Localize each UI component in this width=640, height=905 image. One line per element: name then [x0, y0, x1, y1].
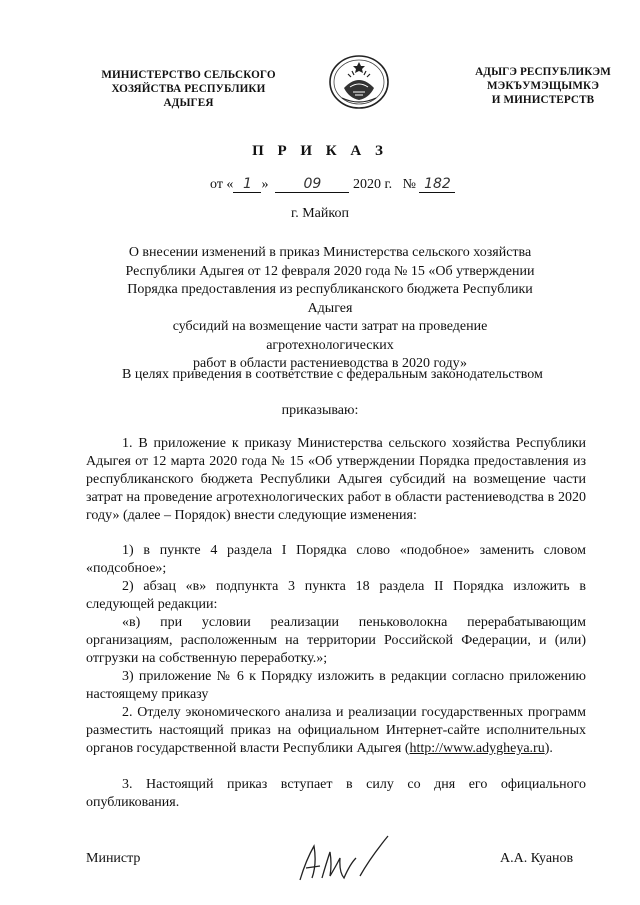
header-right-line: МЭКЪУМЭЩЫМКЭ	[486, 80, 600, 92]
signatory-role: Министр	[86, 851, 141, 866]
date-year: 2020 г.	[352, 177, 393, 192]
document-title: П Р И К А З	[252, 143, 388, 159]
city: г. Майкоп	[291, 206, 349, 221]
paragraph-1-2: 2) абзац «в» подпункта 3 пункта 18 раздела II Порядка изложить в следующей редакции:	[86, 579, 586, 612]
date-day: 1	[233, 176, 261, 193]
order-subject	[115, 244, 545, 374]
date-line	[210, 176, 455, 193]
date-month: 09	[275, 176, 349, 193]
subject-line: субсидий на возмещение части затрат на проведение агротехнологических	[172, 319, 488, 353]
website-link[interactable]: http://www.adygheya.ru	[409, 740, 545, 756]
paragraph-1-3: 3) приложение № 6 к Порядку изложить в редакции согласно приложению настоящему приказу	[86, 669, 586, 702]
signatory-name: А.А. Куанов	[500, 851, 574, 866]
header-right-line: И МИНИСТЕРСТВ	[491, 94, 595, 106]
date-prefix: от «	[210, 177, 234, 192]
paragraph-quote: «в) при условии реализации пеньковолокна перерабатывающим организациям, расположенным на территории Российской Федерации, и (или) отгрузки на собственную переработку.»;	[86, 615, 586, 666]
header-left-line: МИНИСТЕРСТВО СЕЛЬСКОГО	[101, 69, 276, 81]
subject-line: Республики Адыгея от 12 февраля 2020 года № 15 «Об утверждении	[125, 263, 535, 279]
order-number: 182	[419, 176, 455, 193]
paragraph-2-text: 2. Отделу экономического анализа и реализации государственных программ разместить настоящий приказ на официальном Интернет-сайте исполнительных органов государственной власти Республики Адыгея (	[86, 705, 586, 756]
date-mid: »	[261, 177, 269, 192]
paragraph-2	[86, 704, 586, 758]
handwritten-signature	[290, 828, 400, 888]
number-label: №	[402, 177, 416, 192]
paragraph-1-1: 1) в пункте 4 раздела I Порядка слово «подобное» заменить словом «подсобное»;	[86, 543, 586, 576]
preamble: В целях приведения в соответствие с федеральным законодательством	[122, 367, 543, 382]
subject-line: работ в области растениеводства в 2020 году»	[193, 356, 467, 371]
subject-line: Порядка предоставления из республиканского бюджета Республики Адыгея	[127, 282, 533, 316]
paragraph-3: 3. Настоящий приказ вступает в силу со дня его официального опубликования.	[86, 777, 586, 810]
ministry-name-ady	[468, 65, 618, 107]
link-suffix: ).	[544, 740, 553, 756]
header-right-line: АДЫГЭ РЕСПУБЛИКЭМ	[475, 66, 611, 78]
header-left-line: АДЫГЕЯ	[163, 97, 214, 109]
paragraph-1: 1. В приложение к приказу Министерства сельского хозяйства Республики Адыгея от 12 марта 2020 года № 15 «Об утверждении Порядка предоставления из республиканского бюджета Республики Адыгея субсидий на возмещение части затрат на проведение агротехнологических работ в области растениеводства в 2020 году» (далее – Порядок) внести следующие изменения:	[86, 436, 586, 523]
header-left-line: ХОЗЯЙСТВА РЕСПУБЛИКИ	[111, 83, 266, 95]
coat-of-arms-emblem	[328, 54, 390, 110]
subject-line: О внесении изменений в приказ Министерства сельского хозяйства	[128, 245, 532, 260]
ministry-name-ru	[86, 68, 291, 110]
order-word: приказываю:	[281, 403, 359, 418]
